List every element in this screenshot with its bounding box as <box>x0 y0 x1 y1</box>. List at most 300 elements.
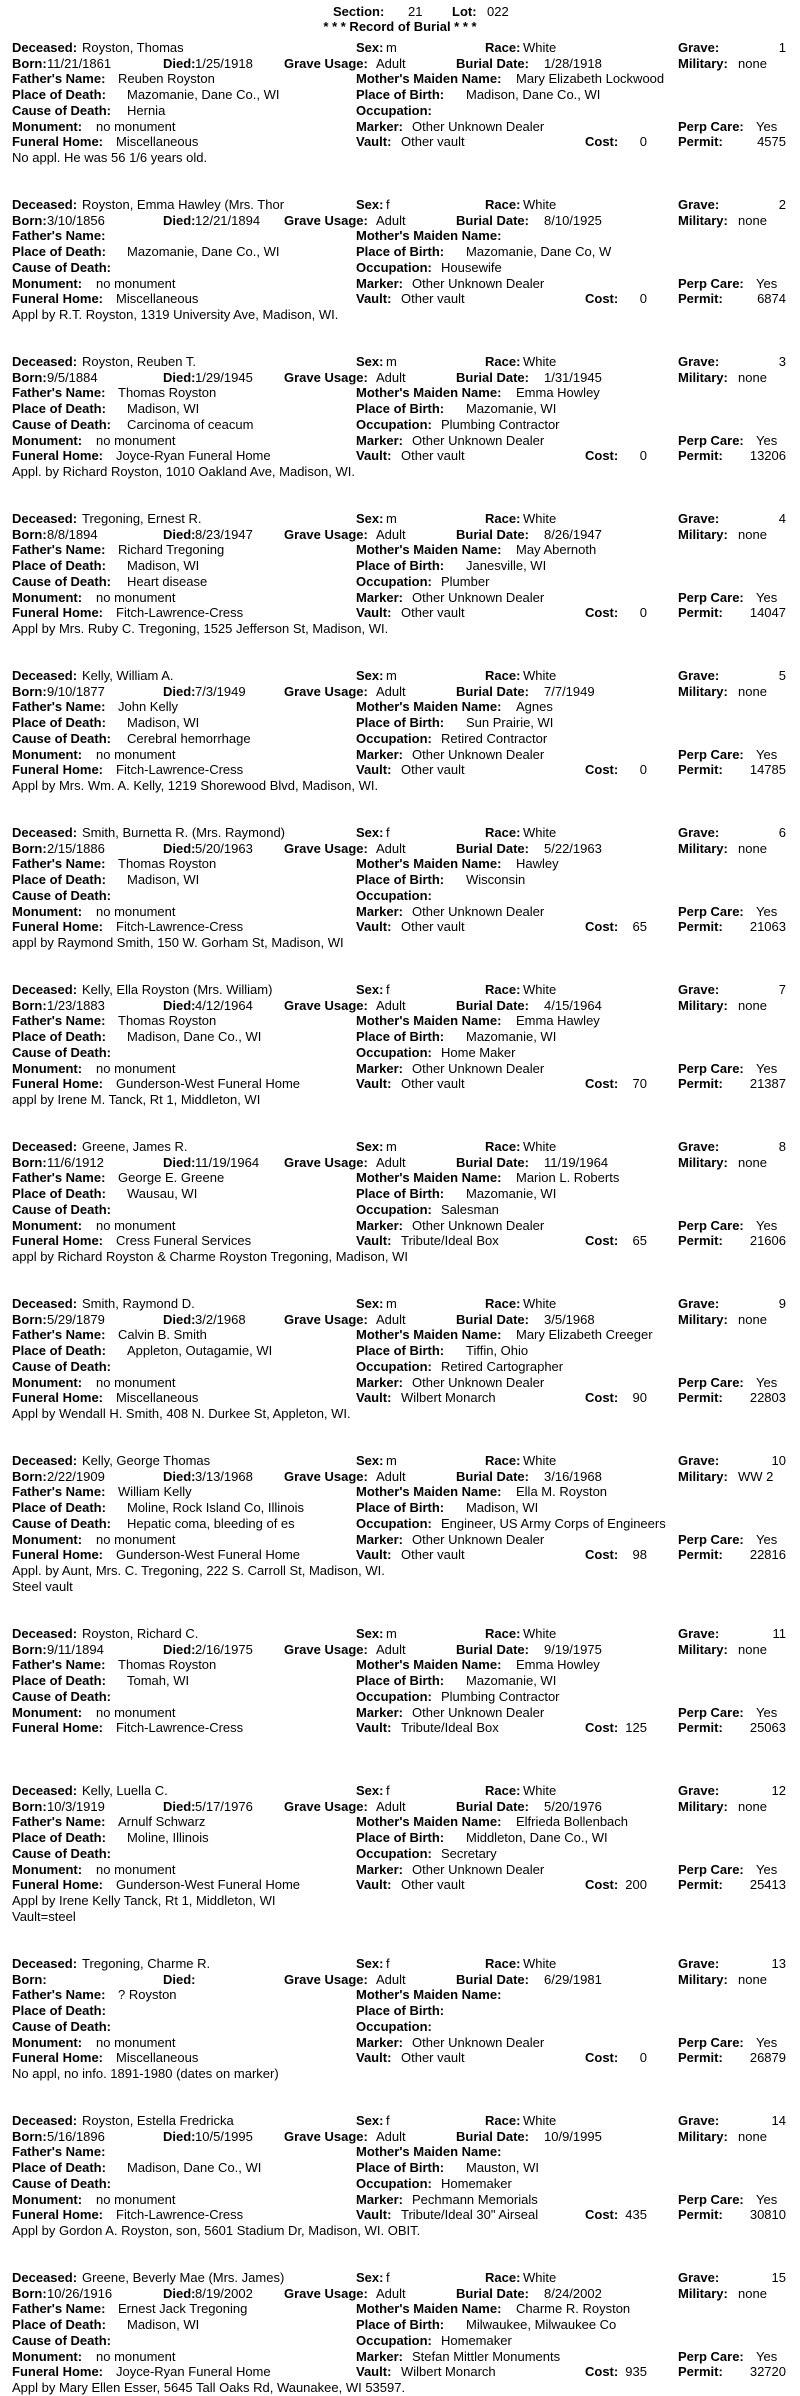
cause-label: Cause of Death: <box>12 730 111 746</box>
race-label: Race: <box>485 197 521 212</box>
occupation-label: Occupation: <box>356 2018 432 2034</box>
monument-value: no monument <box>96 1861 176 1877</box>
page-title: * * * Record of Burial * * * <box>323 19 477 34</box>
father-label: Father's Name: <box>12 228 106 244</box>
race-value: White <box>523 1783 557 1798</box>
mother-value: Elfrieda Bollenbach <box>516 1814 629 1830</box>
permit-label: Permit: <box>678 2050 723 2066</box>
cause-label: Cause of Death: <box>12 573 111 589</box>
sex-label: Sex: <box>356 825 384 840</box>
deceased-value: Smith, Burnetta R. (Mrs. Raymond) <box>82 825 285 840</box>
father-label: Father's Name: <box>12 385 106 401</box>
race-value: White <box>523 2270 557 2285</box>
cost-label: Cost: <box>585 762 619 778</box>
place-death-value: Madison, WI <box>127 401 200 417</box>
monument-value: no monument <box>96 1217 176 1233</box>
grave-usage-label: Grave Usage: <box>284 1311 368 1327</box>
cost-value: 0 <box>639 762 647 778</box>
born-label: Born: <box>12 369 47 385</box>
marker-label: Marker: <box>356 746 403 762</box>
place-death-label: Place of Death: <box>12 1673 106 1689</box>
father-value: Thomas Royston <box>118 1013 217 1029</box>
record-note: Appl by Wendall H. Smith, 408 N. Durkee St, Appleton, WI. <box>12 1405 351 1421</box>
perp-care-value: Yes <box>756 1217 778 1233</box>
grave-usage-value: Adult <box>376 526 406 542</box>
monument-label: Monument: <box>12 1374 83 1390</box>
funeral-home-value: Cress Funeral Services <box>116 1233 252 1249</box>
mother-label: Mother's Maiden Name: <box>356 856 502 872</box>
perp-care-value: Yes <box>756 1531 778 1547</box>
father-label: Father's Name: <box>12 699 106 715</box>
place-death-label: Place of Death: <box>12 558 106 574</box>
died-value: 10/5/1995 <box>195 2128 253 2144</box>
cause-label: Cause of Death: <box>12 259 111 275</box>
grave-usage-value: Adult <box>376 840 406 856</box>
vault-value: Other vault <box>401 448 465 464</box>
born-label: Born: <box>12 212 47 228</box>
military-label: Military: <box>678 212 728 228</box>
race-value: White <box>523 40 557 55</box>
military-value: none <box>738 1641 767 1657</box>
father-value: Richard Tregoning <box>118 542 225 558</box>
race-label: Race: <box>485 511 521 526</box>
monument-value: no monument <box>96 1704 176 1720</box>
vault-label: Vault: <box>356 919 392 935</box>
occupation-value: Homemaker <box>441 2332 512 2348</box>
grave-label: Grave: <box>678 825 720 840</box>
vault-value: Tribute/Ideal Box <box>401 1720 499 1736</box>
died-value: 5/17/1976 <box>195 1798 253 1814</box>
perp-care-label: Perp Care: <box>678 1374 744 1390</box>
cost-value: 435 <box>625 2207 647 2223</box>
military-label: Military: <box>678 840 728 856</box>
monument-value: no monument <box>96 746 176 762</box>
sex-value: m <box>386 40 397 55</box>
deceased-value: Tregoning, Charme R. <box>82 1956 211 1971</box>
died-value: 3/2/1968 <box>195 1311 246 1327</box>
born-label: Born: <box>12 683 47 699</box>
occupation-value: Plumbing Contractor <box>441 1688 560 1704</box>
occupation-value: Retired Contractor <box>441 730 548 746</box>
military-value: none <box>738 840 767 856</box>
race-value: White <box>523 2113 557 2128</box>
died-label: Died: <box>163 1154 195 1170</box>
marker-label: Marker: <box>356 118 403 134</box>
military-value: none <box>738 683 767 699</box>
burial-date-label: Burial Date: <box>456 840 529 856</box>
place-birth-label: Place of Birth: <box>356 2160 445 2176</box>
vault-value: Other vault <box>401 919 465 935</box>
funeral-home-label: Funeral Home: <box>12 2364 104 2380</box>
marker-label: Marker: <box>356 1861 403 1877</box>
mother-label: Mother's Maiden Name: <box>356 1814 502 1830</box>
burial-date-value: 11/19/1964 <box>544 1154 609 1170</box>
vault-value: Other vault <box>401 2050 465 2066</box>
occupation-label: Occupation: <box>356 259 432 275</box>
permit-value: 13206 <box>749 448 786 464</box>
died-value: 7/3/1949 <box>195 683 246 699</box>
cause-value <box>127 2176 352 2192</box>
vault-label: Vault: <box>356 448 392 464</box>
cost-label: Cost: <box>585 1390 619 1406</box>
died-value <box>195 1972 265 1988</box>
grave-usage-label: Grave Usage: <box>284 997 368 1013</box>
cost-label: Cost: <box>585 919 619 935</box>
military-value: none <box>738 369 767 385</box>
place-death-label: Place of Death: <box>12 1500 106 1516</box>
cost-label: Cost: <box>585 1076 619 1092</box>
sex-label: Sex: <box>356 2270 384 2285</box>
marker-label: Marker: <box>356 1060 403 1076</box>
place-death-label: Place of Death: <box>12 872 106 888</box>
military-value: none <box>738 212 767 228</box>
burial-date-label: Burial Date: <box>456 1468 529 1484</box>
military-label: Military: <box>678 2128 728 2144</box>
born-label: Born: <box>12 1468 47 1484</box>
military-value: none <box>738 1798 767 1814</box>
father-value: Calvin B. Smith <box>118 1327 207 1343</box>
military-label: Military: <box>678 369 728 385</box>
mother-label: Mother's Maiden Name: <box>356 699 502 715</box>
occupation-label: Occupation: <box>356 2332 432 2348</box>
sex-value: f <box>386 982 390 997</box>
marker-value: Other Unknown Dealer <box>412 1704 545 1720</box>
father-value: Ernest Jack Tregoning <box>118 2301 248 2317</box>
grave-label: Grave: <box>678 2270 720 2285</box>
occupation-label: Occupation: <box>356 1358 432 1374</box>
vault-label: Vault: <box>356 1233 392 1249</box>
died-value: 2/16/1975 <box>195 1641 253 1657</box>
perp-care-label: Perp Care: <box>678 2191 744 2207</box>
cost-value: 90 <box>632 1390 647 1406</box>
deceased-value: Greene, Beverly Mae (Mrs. James) <box>82 2270 285 2285</box>
place-death-label: Place of Death: <box>12 2317 106 2333</box>
cost-label: Cost: <box>585 2364 619 2380</box>
marker-label: Marker: <box>356 2191 403 2207</box>
monument-value: no monument <box>96 118 176 134</box>
funeral-home-value: Fitch-Lawrence-Cress <box>116 605 244 621</box>
grave-label: Grave: <box>678 354 720 369</box>
occupation-label: Occupation: <box>356 1044 432 1060</box>
cost-value: 0 <box>639 2050 647 2066</box>
deceased-label: Deceased: <box>12 825 78 840</box>
military-label: Military: <box>678 1641 728 1657</box>
father-value <box>118 2144 348 2160</box>
permit-label: Permit: <box>678 1720 723 1736</box>
military-value: none <box>738 526 767 542</box>
vault-value: Other vault <box>401 605 465 621</box>
born-value: 2/15/1886 <box>47 840 105 856</box>
sex-value: f <box>386 197 390 212</box>
record-note: Appl by Mrs. Ruby C. Tregoning, 1525 Jefferson St, Madison, WI. <box>12 620 389 636</box>
monument-label: Monument: <box>12 1861 83 1877</box>
mother-label: Mother's Maiden Name: <box>356 2301 502 2317</box>
father-value: Arnulf Schwarz <box>118 1814 206 1830</box>
cause-label: Cause of Death: <box>12 1845 111 1861</box>
race-label: Race: <box>485 354 521 369</box>
monument-label: Monument: <box>12 432 83 448</box>
place-death-value: Moline, Illinois <box>127 1830 209 1846</box>
born-label: Born: <box>12 526 47 542</box>
mother-label: Mother's Maiden Name: <box>356 1987 502 2003</box>
grave-value: 1 <box>778 40 786 55</box>
died-label: Died: <box>163 840 195 856</box>
marker-label: Marker: <box>356 1374 403 1390</box>
father-label: Father's Name: <box>12 2301 106 2317</box>
sex-label: Sex: <box>356 982 384 997</box>
father-value: John Kelly <box>118 699 178 715</box>
vault-value: Other vault <box>401 762 465 778</box>
born-value: 3/10/1856 <box>47 212 105 228</box>
died-label: Died: <box>163 997 195 1013</box>
deceased-value: Royston, Estella Fredricka <box>82 2113 234 2128</box>
mother-value: Charme R. Royston <box>516 2301 631 2317</box>
occupation-label: Occupation: <box>356 1201 432 1217</box>
funeral-home-value: Gunderson-West Funeral Home <box>116 1547 301 1563</box>
vault-value: Other vault <box>401 1076 465 1092</box>
place-birth-label: Place of Birth: <box>356 558 445 574</box>
occupation-value: Salesman <box>441 1201 499 1217</box>
mother-value: May Abernoth <box>516 542 597 558</box>
mother-value: Emma Howley <box>516 1657 600 1673</box>
place-death-label: Place of Death: <box>12 401 106 417</box>
occupation-value: Homemaker <box>441 2175 512 2191</box>
occupation-label: Occupation: <box>356 2175 432 2191</box>
cost-value: 70 <box>632 1076 647 1092</box>
race-label: Race: <box>485 668 521 683</box>
cost-value: 125 <box>625 1720 647 1736</box>
died-label: Died: <box>163 683 195 699</box>
father-label: Father's Name: <box>12 1987 106 2003</box>
marker-value: Other Unknown Dealer <box>412 589 545 605</box>
perp-care-label: Perp Care: <box>678 432 744 448</box>
permit-value: 32720 <box>749 2364 786 2380</box>
permit-label: Permit: <box>678 448 723 464</box>
permit-label: Permit: <box>678 291 723 307</box>
cause-label: Cause of Death: <box>12 416 111 432</box>
record-note: Appl by Mrs. Wm. A. Kelly, 1219 Shorewood Blvd, Madison, WI. <box>12 777 379 793</box>
mother-label: Mother's Maiden Name: <box>356 1327 502 1343</box>
father-value: Thomas Royston <box>118 1657 217 1673</box>
perp-care-value: Yes <box>756 2348 778 2364</box>
died-value: 8/23/1947 <box>195 526 253 542</box>
marker-value: Other Unknown Dealer <box>412 1531 545 1547</box>
mother-value: Hawley <box>516 856 559 872</box>
place-death-label: Place of Death: <box>12 1186 106 1202</box>
cost-label: Cost: <box>585 291 619 307</box>
monument-value: no monument <box>96 903 176 919</box>
funeral-home-label: Funeral Home: <box>12 291 104 307</box>
grave-usage-value: Adult <box>376 1154 406 1170</box>
burial-date-value: 10/9/1995 <box>544 2128 602 2144</box>
place-birth-label: Place of Birth: <box>356 1186 445 1202</box>
permit-value: 22816 <box>749 1547 786 1563</box>
permit-value: 30810 <box>749 2207 786 2223</box>
perp-care-value: Yes <box>756 589 778 605</box>
place-birth-label: Place of Birth: <box>356 401 445 417</box>
permit-label: Permit: <box>678 1390 723 1406</box>
died-label: Died: <box>163 1798 195 1814</box>
mother-value: Agnes <box>516 699 553 715</box>
deceased-label: Deceased: <box>12 354 78 369</box>
mother-label: Mother's Maiden Name: <box>356 71 502 87</box>
burial-date-label: Burial Date: <box>456 1641 529 1657</box>
funeral-home-value: Miscellaneous <box>116 1390 199 1406</box>
marker-value: Other Unknown Dealer <box>412 275 545 291</box>
place-birth-value: Mazomanie, Dane Co, W <box>466 244 612 260</box>
perp-care-label: Perp Care: <box>678 1217 744 1233</box>
marker-value: Other Unknown Dealer <box>412 1060 545 1076</box>
died-value: 5/20/1963 <box>195 840 253 856</box>
marker-label: Marker: <box>356 2348 403 2364</box>
marker-label: Marker: <box>356 1217 403 1233</box>
cause-value <box>127 1045 352 1061</box>
deceased-label: Deceased: <box>12 982 78 997</box>
occupation-value <box>441 888 721 904</box>
burial-date-label: Burial Date: <box>456 1154 529 1170</box>
cause-label: Cause of Death: <box>12 887 111 903</box>
cost-value: 65 <box>632 1233 647 1249</box>
cost-label: Cost: <box>585 448 619 464</box>
sex-value: m <box>386 1139 397 1154</box>
military-label: Military: <box>678 2285 728 2301</box>
monument-value: no monument <box>96 1060 176 1076</box>
race-value: White <box>523 354 557 369</box>
marker-value: Other Unknown Dealer <box>412 432 545 448</box>
permit-value: 25413 <box>749 1877 786 1893</box>
funeral-home-label: Funeral Home: <box>12 762 104 778</box>
father-label: Father's Name: <box>12 1170 106 1186</box>
place-birth-value <box>466 2003 671 2019</box>
military-value: none <box>738 2128 767 2144</box>
born-label: Born: <box>12 840 47 856</box>
record-note: Appl by Irene Kelly Tanck, Rt 1, Middleton, WI <box>12 1892 276 1908</box>
permit-label: Permit: <box>678 134 723 150</box>
place-death-value: Tomah, WI <box>127 1673 190 1689</box>
monument-value: no monument <box>96 2034 176 2050</box>
perp-care-label: Perp Care: <box>678 589 744 605</box>
military-label: Military: <box>678 1154 728 1170</box>
occupation-value: Retired Cartographer <box>441 1358 564 1374</box>
died-value: 11/19/1964 <box>195 1154 260 1170</box>
grave-label: Grave: <box>678 1453 720 1468</box>
place-death-label: Place of Death: <box>12 2160 106 2176</box>
vault-value: Other vault <box>401 1877 465 1893</box>
record-note: Appl by Mary Ellen Esser, 5645 Tall Oaks Rd, Waunakee, WI 53597. <box>12 2379 406 2395</box>
burial-date-value: 3/5/1968 <box>544 1311 595 1327</box>
record-note: appl by Irene M. Tanck, Rt 1, Middleton, WI <box>12 1091 261 1107</box>
funeral-home-value: Miscellaneous <box>116 134 199 150</box>
deceased-value: Royston, Reuben T. <box>82 354 196 369</box>
place-birth-value: Madison, WI <box>466 1500 539 1516</box>
place-death-label: Place of Death: <box>12 1830 106 1846</box>
cause-label: Cause of Death: <box>12 1358 111 1374</box>
mother-value: Mary Elizabeth Lockwood <box>516 71 665 87</box>
funeral-home-label: Funeral Home: <box>12 2207 104 2223</box>
place-birth-label: Place of Birth: <box>356 2317 445 2333</box>
deceased-label: Deceased: <box>12 2113 78 2128</box>
sex-value: f <box>386 2270 390 2285</box>
grave-usage-label: Grave Usage: <box>284 1971 368 1987</box>
vault-label: Vault: <box>356 762 392 778</box>
born-value: 1/23/1883 <box>47 997 105 1013</box>
father-label: Father's Name: <box>12 856 106 872</box>
occupation-label: Occupation: <box>356 102 432 118</box>
grave-value: 14 <box>771 2113 786 2128</box>
sex-value: m <box>386 511 397 526</box>
cause-value <box>127 2019 352 2035</box>
cause-value <box>127 1359 352 1375</box>
grave-usage-label: Grave Usage: <box>284 1798 368 1814</box>
occupation-value <box>441 2019 721 2035</box>
monument-label: Monument: <box>12 118 83 134</box>
burial-date-label: Burial Date: <box>456 997 529 1013</box>
cause-label: Cause of Death: <box>12 1201 111 1217</box>
cost-label: Cost: <box>585 134 619 150</box>
monument-label: Monument: <box>12 903 83 919</box>
funeral-home-label: Funeral Home: <box>12 448 104 464</box>
place-death-label: Place of Death: <box>12 715 106 731</box>
place-death-label: Place of Death: <box>12 2003 106 2019</box>
sex-label: Sex: <box>356 1139 384 1154</box>
funeral-home-value: Joyce-Ryan Funeral Home <box>116 2364 271 2380</box>
cost-value: 0 <box>639 448 647 464</box>
died-label: Died: <box>163 1971 195 1987</box>
cause-value: Cerebral hemorrhage <box>127 730 251 746</box>
occupation-label: Occupation: <box>356 1515 432 1531</box>
cause-value: Heart disease <box>127 573 208 589</box>
monument-label: Monument: <box>12 2191 83 2207</box>
vault-value: Other vault <box>401 1547 465 1563</box>
record-header <box>0 4 800 20</box>
vault-label: Vault: <box>356 291 392 307</box>
cause-label: Cause of Death: <box>12 2018 111 2034</box>
marker-label: Marker: <box>356 1704 403 1720</box>
died-label: Died: <box>163 2128 195 2144</box>
sex-label: Sex: <box>356 2113 384 2128</box>
sex-value: f <box>386 825 390 840</box>
mother-label: Mother's Maiden Name: <box>356 1657 502 1673</box>
race-label: Race: <box>485 1296 521 1311</box>
marker-label: Marker: <box>356 432 403 448</box>
cost-label: Cost: <box>585 1547 619 1563</box>
perp-care-label: Perp Care: <box>678 118 744 134</box>
record-note: appl by Richard Royston & Charme Royston Tregoning, Madison, WI <box>12 1248 408 1264</box>
monument-label: Monument: <box>12 746 83 762</box>
perp-care-label: Perp Care: <box>678 1060 744 1076</box>
burial-date-label: Burial Date: <box>456 683 529 699</box>
occupation-label: Occupation: <box>356 887 432 903</box>
military-label: Military: <box>678 683 728 699</box>
funeral-home-label: Funeral Home: <box>12 919 104 935</box>
mother-label: Mother's Maiden Name: <box>356 542 502 558</box>
sex-value: f <box>386 2113 390 2128</box>
grave-label: Grave: <box>678 1626 720 1641</box>
cause-value <box>127 2333 352 2349</box>
father-label: Father's Name: <box>12 1013 106 1029</box>
vault-label: Vault: <box>356 605 392 621</box>
monument-label: Monument: <box>12 1704 83 1720</box>
record-note: Appl by Gordon A. Royston, son, 5601 Stadium Dr, Madison, WI. OBIT. <box>12 2222 421 2238</box>
mother-value <box>516 1987 666 2003</box>
burial-date-label: Burial Date: <box>456 2128 529 2144</box>
permit-value: 21387 <box>749 1076 786 1092</box>
burial-date-value: 9/19/1975 <box>544 1641 602 1657</box>
mother-label: Mother's Maiden Name: <box>356 385 502 401</box>
born-value <box>47 1972 152 1988</box>
perp-care-value: Yes <box>756 118 778 134</box>
funeral-home-label: Funeral Home: <box>12 1547 104 1563</box>
